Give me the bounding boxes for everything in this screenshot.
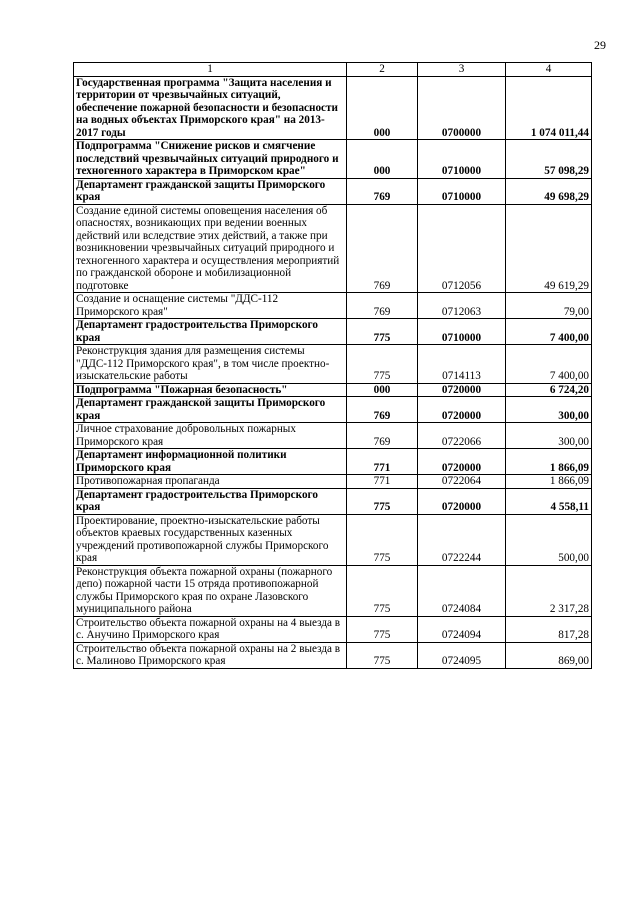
- row-dept-cell: 769: [347, 423, 418, 449]
- table-row: [74, 475, 592, 489]
- row-code-cell: 0714113: [418, 345, 506, 384]
- row-code-cell: 0722066: [418, 423, 506, 449]
- row-name-cell: Создание и оснащение системы "ДДС-112 Приморского края": [74, 293, 347, 319]
- row-name-cell: Государственная программа "Защита населения и территории от чрезвычайных ситуаций, обеспечение пожарной безопасности и безопасности на водных объектах Приморского края" на 2013-2017 годы: [74, 76, 347, 140]
- row-code-cell: 0720000: [418, 488, 506, 514]
- row-code-cell: 0722244: [418, 514, 506, 565]
- row-amount-cell: 7 400,00: [506, 319, 592, 345]
- table-row: [74, 397, 592, 423]
- row-name-cell: Личное страхование добровольных пожарных Приморского края: [74, 423, 347, 449]
- row-amount-cell: 817,28: [506, 616, 592, 642]
- row-amount-cell: 869,00: [506, 642, 592, 668]
- row-name-cell: Противопожарная пропаганда: [74, 475, 347, 489]
- row-name-cell: Департамент гражданской защиты Приморского края: [74, 397, 347, 423]
- row-name-cell: Строительство объекта пожарной охраны на 2 выезда в с. Малиново Приморского края: [74, 642, 347, 668]
- row-amount-cell: 300,00: [506, 423, 592, 449]
- row-dept-cell: 775: [347, 565, 418, 616]
- row-dept-cell: 000: [347, 140, 418, 179]
- row-amount-cell: 57 098,29: [506, 140, 592, 179]
- row-code-cell: 0724084: [418, 565, 506, 616]
- row-name-cell: Подпрограмма "Снижение рисков и смягчение последствий чрезвычайных ситуаций природного и техногенного характера в Приморском крае": [74, 140, 347, 179]
- row-code-cell: 0700000: [418, 76, 506, 140]
- row-code-cell: 0724095: [418, 642, 506, 668]
- table-header-row: [74, 63, 592, 77]
- row-dept-cell: 000: [347, 383, 418, 397]
- table-row: [74, 642, 592, 668]
- row-name-cell: Строительство объекта пожарной охраны на 4 выезда в с. Анучино Приморского края: [74, 616, 347, 642]
- row-amount-cell: 300,00: [506, 397, 592, 423]
- row-dept-cell: 769: [347, 204, 418, 293]
- table-row: [74, 383, 592, 397]
- row-code-cell: 0720000: [418, 397, 506, 423]
- row-name-cell: Департамент гражданской защиты Приморского края: [74, 178, 347, 204]
- row-amount-cell: 7 400,00: [506, 345, 592, 384]
- row-dept-cell: 775: [347, 642, 418, 668]
- row-name-cell: Подпрограмма "Пожарная безопасность": [74, 383, 347, 397]
- row-code-cell: 0724094: [418, 616, 506, 642]
- table-row: [74, 319, 592, 345]
- table-row: [74, 423, 592, 449]
- row-code-cell: 0720000: [418, 383, 506, 397]
- row-code-cell: 0712056: [418, 204, 506, 293]
- column-header-2: 2: [347, 63, 418, 77]
- row-amount-cell: 4 558,11: [506, 488, 592, 514]
- row-dept-cell: 775: [347, 345, 418, 384]
- row-amount-cell: 1 866,09: [506, 449, 592, 475]
- row-dept-cell: 771: [347, 449, 418, 475]
- row-dept-cell: 769: [347, 397, 418, 423]
- table-row: [74, 293, 592, 319]
- row-amount-cell: 49 619,29: [506, 204, 592, 293]
- table-row: [74, 616, 592, 642]
- row-dept-cell: 775: [347, 514, 418, 565]
- table-row: [74, 204, 592, 293]
- column-header-4: 4: [506, 63, 592, 77]
- row-code-cell: 0710000: [418, 140, 506, 179]
- column-header-1: 1: [74, 63, 347, 77]
- row-amount-cell: 79,00: [506, 293, 592, 319]
- row-name-cell: Создание единой системы оповещения населения об опасностях, возникающих при ведении военных действий или вследствие этих действий, а также при возникновении чрезвычайных ситуаций природного и техногенного характера и осуществления мероприятий по гражданской обороне и мобилизационной подготовке: [74, 204, 347, 293]
- page-number: 29: [594, 38, 606, 52]
- row-name-cell: Реконструкция объекта пожарной охраны (пожарного депо) пожарной части 15 отряда противопожарной службы Приморского края по охране Лазовского муниципального района: [74, 565, 347, 616]
- row-code-cell: 0722064: [418, 475, 506, 489]
- row-code-cell: 0710000: [418, 178, 506, 204]
- row-name-cell: Реконструкция здания для размещения системы "ДДС-112 Приморского края", в том числе проектно-изыскательские работы: [74, 345, 347, 384]
- table-row: [74, 449, 592, 475]
- row-amount-cell: 49 698,29: [506, 178, 592, 204]
- row-amount-cell: 6 724,20: [506, 383, 592, 397]
- row-name-cell: Департамент градостроительства Приморского края: [74, 488, 347, 514]
- table-row: [74, 345, 592, 384]
- budget-table: [73, 62, 592, 669]
- row-amount-cell: 2 317,28: [506, 565, 592, 616]
- table-row: [74, 488, 592, 514]
- row-name-cell: Проектирование, проектно-изыскательские работы объектов краевых государственных казенных учреждений противопожарной службы Приморского края: [74, 514, 347, 565]
- row-code-cell: 0720000: [418, 449, 506, 475]
- row-amount-cell: 500,00: [506, 514, 592, 565]
- table-row: [74, 140, 592, 179]
- row-name-cell: Департамент градостроительства Приморского края: [74, 319, 347, 345]
- row-code-cell: 0712063: [418, 293, 506, 319]
- row-dept-cell: 775: [347, 488, 418, 514]
- row-amount-cell: 1 866,09: [506, 475, 592, 489]
- table-row: [74, 565, 592, 616]
- table-row: [74, 514, 592, 565]
- row-name-cell: Департамент информационной политики Приморского края: [74, 449, 347, 475]
- row-dept-cell: 769: [347, 293, 418, 319]
- row-amount-cell: 1 074 011,44: [506, 76, 592, 140]
- row-dept-cell: 775: [347, 319, 418, 345]
- row-code-cell: 0710000: [418, 319, 506, 345]
- table-row: [74, 178, 592, 204]
- column-header-3: 3: [418, 63, 506, 77]
- row-dept-cell: 771: [347, 475, 418, 489]
- table-row: [74, 76, 592, 140]
- row-dept-cell: 769: [347, 178, 418, 204]
- row-dept-cell: 775: [347, 616, 418, 642]
- row-dept-cell: 000: [347, 76, 418, 140]
